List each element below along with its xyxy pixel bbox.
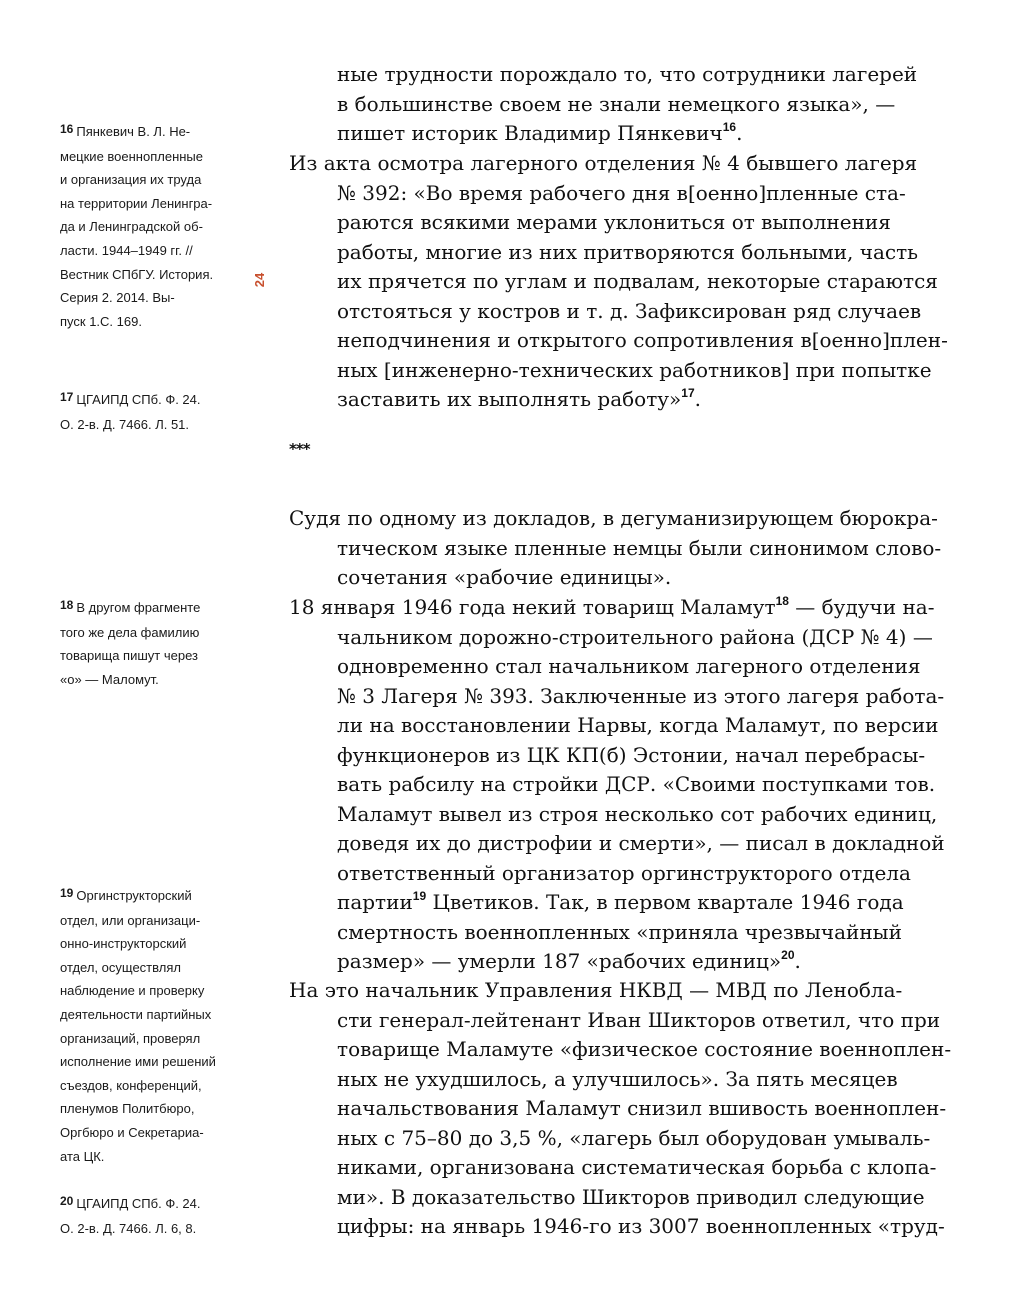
text-line: ные трудности порождало то, что сотрудники лагерей [337, 62, 918, 86]
footnote-line: пуск 1.С. 169. [60, 313, 142, 329]
text-line: ных [инженерно-технических работников] при попытке [337, 357, 932, 382]
text-line: сти генерал-лейтенант Иван Шикторов ответил, что при [337, 1007, 941, 1032]
text-line: их прячется по углам и подвалам, некоторые стараются [337, 269, 938, 293]
footnote-ref[interactable]: 18 [775, 594, 789, 608]
footnote-line: мецкие военнопленные [60, 148, 203, 164]
footnote-line: деятельности партийных [60, 1006, 212, 1022]
footnote-line: съездов, конференций, [60, 1077, 202, 1093]
footnote-line: наблюдение и проверку [60, 983, 205, 999]
text-line: 18 января 1946 года некий товарищ Маламут$^{18}$ — будучи на- [289, 594, 935, 619]
footnote-number: 20 [60, 1194, 74, 1208]
text-line: сочетания «рабочие единицы». [337, 565, 672, 589]
footnote-17 [60, 388, 252, 436]
footnote-line: О. 2-в. Д. 7466. Л. 51. [60, 416, 190, 432]
footnote-line: на территории Ленингра- [60, 195, 213, 211]
footnote-line: «о» — Маломут. [60, 671, 159, 687]
footnote-line: 17 ЦГАИПД СПб. Ф. 24. [60, 390, 201, 407]
text-line: Из акта осмотра лагерного отделения № 4 бывшего лагеря [289, 151, 918, 175]
footnote-line: ата ЦК. [60, 1148, 105, 1164]
footnote-number: 19 [60, 886, 74, 900]
text-line: начальствования Маламут снизил вшивость военноплен- [337, 1096, 947, 1120]
text-line: пишет историк Владимир Пянкевич$^{16}$. [337, 120, 743, 145]
footnote-line: того же дела фамилию [60, 624, 200, 640]
footnote-line: Оргбюро и Секретариа- [60, 1124, 204, 1140]
footnote-19 [60, 884, 252, 1168]
footnote-line: организаций, проверял [60, 1030, 201, 1046]
text-line: № 3 Лагеря № 393. Заключенные из этого лагеря работа- [337, 683, 945, 708]
footnote-20 [60, 1192, 252, 1240]
text-line: товарище Маламуте «физическое состояние военноплен- [337, 1037, 952, 1061]
text-line: никами, организована систематическая борьба с клопа- [337, 1155, 937, 1179]
paragraph [289, 60, 1009, 149]
text-line: смертность военнопленных «приняла чрезвычайный [337, 919, 902, 944]
footnote-number: 18 [60, 598, 74, 612]
text-line: На это начальник Управления НКВД — МВД по Ленобла- [289, 978, 903, 1002]
text-line: функционеров из ЦК КП(б) Эстонии, начал перебрасы- [337, 742, 926, 767]
footnote-line: 18 В другом фрагменте [60, 598, 201, 615]
footnote-16 [60, 120, 252, 333]
text-line: отстояться у костров и т. д. Зафиксирован ряд случаев [337, 298, 922, 323]
footnote-line: онно-инструкторский [60, 936, 187, 952]
footnote-line: исполнение ими решений [60, 1054, 216, 1070]
footnote-18 [60, 596, 252, 691]
text-line: ли на восстановлении Нарвы, когда Маламут, по версии [337, 713, 939, 737]
footnote-ref[interactable]: 16 [722, 120, 737, 134]
footnote-line: пленумов Политбюро, [60, 1101, 195, 1117]
footnote-line: да и Ленинградской об- [60, 219, 203, 235]
paragraph [289, 976, 1009, 1242]
text-line: ответственный организатор оргинструкторого отдела [337, 860, 911, 885]
text-line: ных не ухудшилось, а улучшилось». За пять месяцев [337, 1066, 898, 1091]
text-line: ми». В доказательство Шикторов приводил следующие [337, 1184, 925, 1209]
text-line: доведя их до дистрофии и смерти», — писал в докладной [337, 831, 945, 855]
footnote-ref[interactable]: 20 [781, 948, 795, 962]
footnote-line: Вестник СПбГУ. История. [60, 266, 214, 282]
footnote-line: О. 2-в. Д. 7466. Л. 6, 8. [60, 1220, 197, 1236]
footnote-ref[interactable]: 17 [681, 386, 695, 400]
footnote-line: ласти. 1944–1949 гг. // [60, 242, 193, 258]
text-line: вать рабсилу на стройки ДСР. «Своими поступками тов. [337, 772, 936, 796]
text-line: в большинстве своем не знали немецкого языка», — [337, 91, 896, 116]
text-line: тическом языке пленные немцы были синонимом слово- [337, 535, 942, 560]
text-line: чальником дорожно-строительного района (ДСР № 4) — [337, 624, 933, 649]
footnote-line: 16 Пянкевич В. Л. Не- [60, 122, 191, 139]
footnote-line: Серия 2. 2014. Вы- [60, 290, 175, 306]
text-line: заставить их выполнять работу»$^{17}$. [337, 386, 701, 411]
footnote-line: 19 Оргинструкторский [60, 886, 192, 903]
paragraph [289, 593, 1009, 977]
section-separator: *** [289, 440, 310, 458]
footnote-number: 16 [60, 122, 74, 136]
text-line: цифры: на январь 1946-го из 3007 военнопленных «труд- [337, 1214, 945, 1238]
text-line: ных с 75–80 до 3,5 %, «лагерь был оборудован умываль- [337, 1125, 931, 1150]
page-number: 24 [252, 272, 267, 288]
footnote-number: 17 [60, 390, 74, 404]
text-line: неподчинения и открытого сопротивления в[оенно]плен- [337, 328, 948, 352]
footnote-ref[interactable]: 19 [412, 889, 427, 903]
footnote-line: товарища пишут через [60, 648, 198, 664]
text-line: № 392: «Во время рабочего дня в[оенно]пленные ста- [337, 180, 906, 205]
text-line: партии$^{19}$ Цветиков. Так, в первом квартале 1946 года [337, 889, 904, 914]
text-line: одновременно стал начальником лагерного отделения [337, 654, 921, 678]
text-line: Маламут вывел из строя несколько сот рабочих единиц, [337, 801, 938, 826]
footnote-line: 20 ЦГАИПД СПб. Ф. 24. [60, 1194, 201, 1211]
text-line: раются всякими мерами уклониться от выполнения [337, 210, 891, 234]
text-line: размер» — умерли 187 «рабочих единиц»$^{20}$. [337, 948, 801, 973]
footnote-line: и организация их труда [60, 172, 202, 188]
text-line: работы, многие из них притворяются больными, часть [337, 239, 919, 264]
text-line: Судя по одному из докладов, в дегуманизирующем бюрокра- [289, 506, 938, 530]
paragraph [289, 504, 1009, 593]
footnote-line: отдел, или организаци- [60, 912, 201, 928]
paragraph [289, 149, 1009, 415]
footnote-line: отдел, осуществлял [60, 959, 181, 975]
